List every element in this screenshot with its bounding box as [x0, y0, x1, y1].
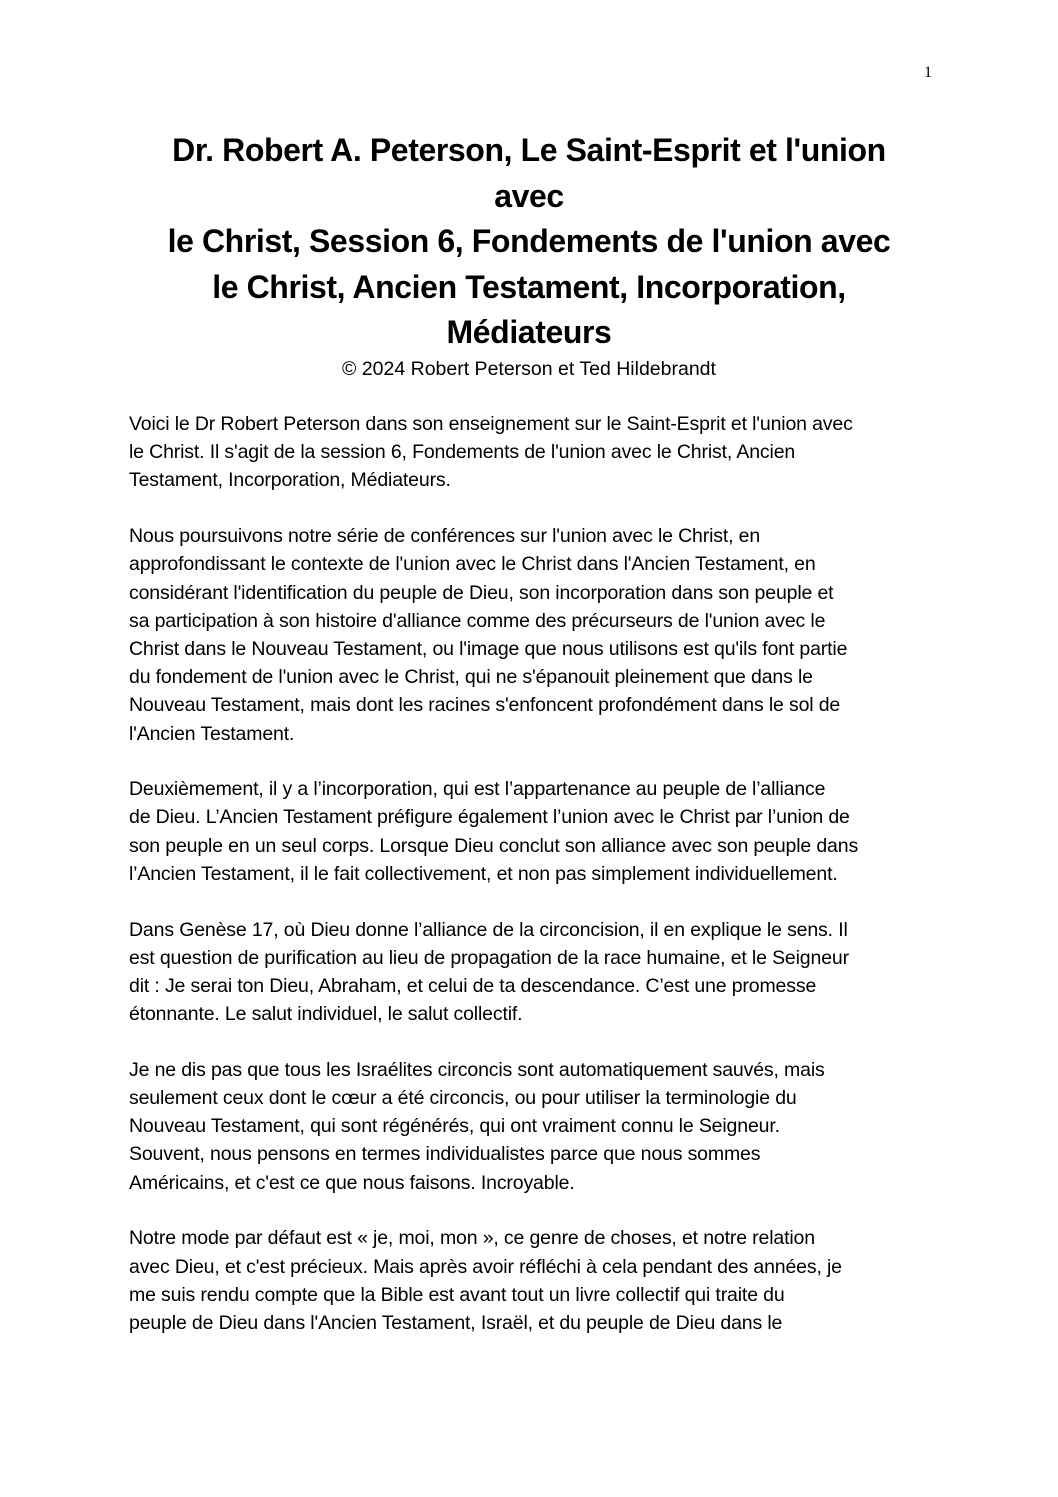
- text-line: du fondement de l'union avec le Christ, qui ne s'épanouit pleinement que dans le: [129, 666, 813, 689]
- text-line: son peuple en un seul corps. Lorsque Dieu conclut son alliance avec son peuple dans: [129, 834, 859, 857]
- text-line: seulement ceux dont le cœur a été circoncis, ou pour utiliser la terminologie du: [129, 1087, 797, 1110]
- paragraph: [129, 916, 931, 1029]
- title-line: avec: [494, 177, 564, 214]
- text-line: de Dieu. L’Ancien Testament préfigure également l’union avec le Christ par l’union de: [129, 806, 850, 829]
- text-line: Notre mode par défaut est « je, moi, mon », ce genre de choses, et notre relation: [129, 1227, 815, 1250]
- text-line: sa participation à son histoire d'alliance comme des précurseurs de l'union avec le: [129, 609, 826, 632]
- text-line: Nous poursuivons notre série de conférences sur l'union avec le Christ, en: [129, 525, 761, 548]
- text-line: avec Dieu, et c'est précieux. Mais après avoir réfléchi à cela pendant des années, je: [129, 1255, 842, 1278]
- paragraph: [129, 522, 931, 748]
- paragraph: [129, 775, 931, 888]
- paragraph: [129, 1224, 931, 1337]
- document-body: [129, 410, 931, 1365]
- text-line: Souvent, nous pensons en termes individualistes parce que nous sommes: [129, 1143, 761, 1166]
- text-line: Testament, Incorporation, Médiateurs.: [129, 469, 451, 492]
- title-line: le Christ, Ancien Testament, Incorporation,: [212, 268, 846, 305]
- text-line: dit : Je serai ton Dieu, Abraham, et celui de ta descendance. C’est une promesse: [129, 974, 817, 997]
- text-line: Américains, et c'est ce que nous faisons. Incroyable.: [129, 1171, 575, 1194]
- text-line: peuple de Dieu dans l'Ancien Testament, Israël, et du peuple de Dieu dans le: [129, 1311, 783, 1334]
- text-line: Dans Genèse 17, où Dieu donne l’alliance de la circoncision, il en explique le sens. Il: [129, 918, 848, 941]
- text-line: le Christ. Il s'agit de la session 6, Fondements de l'union avec le Christ, Ancien: [129, 441, 796, 464]
- paragraph: [129, 1056, 931, 1197]
- text-line: est question de purification au lieu de propagation de la race humaine, et le Seigneur: [129, 946, 849, 969]
- text-line: Nouveau Testament, mais dont les racines s'enfoncent profondément dans le sol de: [129, 694, 841, 717]
- text-line: étonnante. Le salut individuel, le salut collectif.: [129, 1003, 523, 1026]
- text-line: l'Ancien Testament.: [129, 722, 295, 745]
- title-line: Dr. Robert A. Peterson, Le Saint-Esprit et l'union: [172, 132, 886, 168]
- title-line: Médiateurs: [446, 314, 612, 350]
- text-line: me suis rendu compte que la Bible est avant tout un livre collectif qui traite du: [129, 1283, 785, 1306]
- page-number: 1: [924, 64, 932, 81]
- text-line: Deuxièmement, il y a l’incorporation, qui est l’appartenance au peuple de l’alliance: [129, 778, 826, 801]
- text-line: l’Ancien Testament, il le fait collectivement, et non pas simplement individuellement.: [129, 862, 838, 885]
- copyright-notice: © 2024 Robert Peterson et Ted Hildebrandt: [342, 357, 716, 380]
- document-title-block: [130, 128, 928, 382]
- text-line: Nouveau Testament, qui sont régénérés, qui ont vraiment connu le Seigneur.: [129, 1115, 780, 1138]
- text-line: Voici le Dr Robert Peterson dans son enseignement sur le Saint-Esprit et l'union avec: [129, 413, 853, 435]
- text-line: considérant l'identification du peuple de Dieu, son incorporation dans son peuple et: [129, 581, 834, 604]
- text-line: Christ dans le Nouveau Testament, ou l'image que nous utilisons est qu'ils font partie: [129, 637, 848, 660]
- text-line: approfondissant le contexte de l'union avec le Christ dans l'Ancien Testament, en: [129, 553, 816, 576]
- title-line: le Christ, Session 6, Fondements de l'union avec: [167, 223, 891, 259]
- paragraph-intro: [129, 410, 931, 495]
- text-line: Je ne dis pas que tous les Israélites circoncis sont automatiquement sauvés, mais: [129, 1058, 825, 1081]
